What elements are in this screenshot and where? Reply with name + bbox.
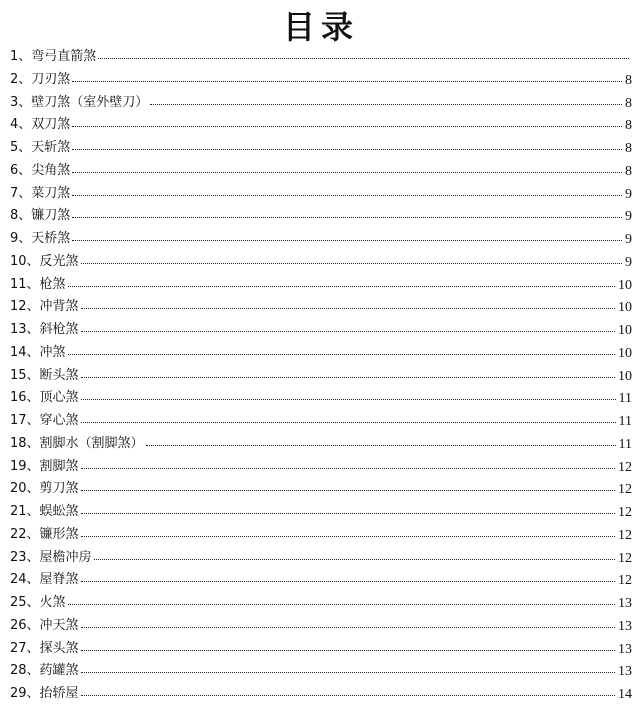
toc-entry-page: 10	[618, 345, 632, 361]
toc-entry-label	[10, 387, 80, 410]
toc-leader-dots	[81, 422, 616, 423]
page-title: 目录	[282, 8, 359, 46]
toc-entry-title: 天斩煞	[31, 140, 71, 155]
toc-entry-page: 8	[625, 163, 632, 179]
toc-leader-dots	[72, 126, 622, 127]
toc-entry-page: 12	[618, 482, 632, 498]
toc-entry-number: 19、	[10, 458, 40, 474]
toc-entry[interactable]	[10, 592, 632, 615]
toc-leader-dots	[68, 604, 615, 605]
toc-entry-page: 9	[625, 209, 632, 225]
toc-entry-label	[10, 524, 80, 547]
toc-entry-title: 斜枪煞	[39, 322, 79, 337]
toc-entry-title: 断头煞	[39, 367, 79, 383]
toc-entry[interactable]	[10, 410, 632, 433]
toc-entry[interactable]	[10, 387, 632, 410]
toc-entry-title: 药罐煞	[39, 663, 79, 679]
toc-leader-dots	[81, 263, 622, 264]
toc-entry-number: 3、	[10, 94, 32, 110]
toc-entry[interactable]	[10, 342, 632, 365]
toc-leader-dots	[81, 513, 615, 514]
toc-leader-dots	[72, 172, 622, 173]
toc-entry-number: 20、	[10, 481, 40, 497]
toc-leader-dots	[72, 217, 622, 218]
toc-entry-label	[10, 251, 80, 274]
toc-entry-page: 12	[618, 527, 632, 543]
toc-leader-dots	[98, 58, 629, 59]
toc-leader-dots	[81, 468, 615, 469]
toc-entry-title: 双刀煞	[31, 117, 71, 133]
toc-entry-page: 11	[618, 436, 632, 452]
toc-entry-title: 菜刀煞	[31, 185, 71, 201]
toc-entry-number: 8、	[10, 208, 32, 224]
toc-entry-page: 12	[618, 573, 632, 589]
toc-entry-number: 29、	[10, 686, 40, 701]
toc-entry-number: 9、	[10, 231, 32, 246]
toc-entry[interactable]	[10, 205, 632, 228]
toc-entry-title: 镰刀煞	[31, 208, 71, 224]
toc-entry-title: 冲煞	[39, 344, 66, 360]
toc-leader-dots	[81, 695, 615, 696]
toc-leader-dots	[81, 377, 615, 378]
toc-entry[interactable]	[10, 296, 632, 319]
toc-entry[interactable]	[10, 615, 632, 638]
toc-entry[interactable]	[10, 114, 632, 137]
toc-entry[interactable]	[10, 319, 632, 342]
toc-entry-page: 8	[625, 72, 632, 88]
toc-entry-label	[10, 501, 80, 524]
toc-entry-number: 11、	[10, 276, 40, 292]
toc-entry-page: 13	[618, 641, 632, 657]
toc-leader-dots	[72, 195, 622, 196]
toc-entry-label	[10, 456, 80, 479]
toc-entry-label	[10, 592, 67, 615]
toc-leader-dots	[68, 354, 615, 355]
toc-leader-dots	[94, 559, 615, 560]
toc-entry-page: 12	[618, 550, 632, 566]
toc-entry[interactable]	[10, 365, 632, 388]
toc-entry-number: 27、	[10, 640, 40, 656]
toc-entry-label	[10, 228, 71, 251]
toc-entry-title: 割脚水（割脚煞）	[39, 435, 144, 451]
toc-entry-title: 屋脊煞	[39, 572, 79, 588]
toc-entry-title: 镰形煞	[39, 526, 79, 542]
toc-entry-number: 17、	[10, 413, 40, 428]
toc-leader-dots	[68, 286, 615, 287]
toc-entry-number: 18、	[10, 435, 40, 451]
toc-entry-number: 28、	[10, 663, 40, 679]
toc-leader-dots	[150, 104, 622, 105]
toc-entry-number: 16、	[10, 390, 40, 406]
toc-entry-label	[10, 46, 97, 69]
toc-leader-dots	[72, 149, 622, 150]
toc-entry-label	[10, 69, 71, 92]
toc-entry[interactable]	[10, 501, 632, 524]
toc-entry[interactable]	[10, 228, 632, 251]
toc-entry[interactable]	[10, 92, 632, 115]
toc-entry-number: 14、	[10, 344, 40, 360]
toc-entry-label	[10, 410, 80, 433]
toc-leader-dots	[81, 536, 615, 537]
toc-entry[interactable]	[10, 160, 632, 183]
toc-entry[interactable]	[10, 433, 632, 456]
toc-entry-label	[10, 660, 80, 683]
toc-entry-label	[10, 569, 80, 592]
toc-entry-number: 15、	[10, 367, 40, 383]
toc-entry-title: 冲背煞	[39, 299, 79, 315]
toc-entry-page: 11	[618, 391, 632, 407]
toc-entry-page: 13	[618, 596, 632, 611]
toc-entry-label	[10, 433, 145, 456]
toc-entry-number: 1、	[10, 49, 32, 64]
toc-entry-title: 弯弓直箭煞	[31, 49, 97, 64]
toc-entry-number: 5、	[10, 140, 32, 155]
toc-entry-page: 13	[618, 618, 632, 634]
toc-entry-number: 12、	[10, 299, 40, 315]
toc-entry-page: 10	[618, 323, 632, 338]
toc-entry-title: 抬轿屋	[39, 686, 79, 701]
toc-entry[interactable]	[10, 638, 632, 661]
toc-entry-page: 8	[625, 141, 632, 156]
toc-entry[interactable]	[10, 274, 632, 297]
toc-entry-title: 反光煞	[39, 253, 79, 269]
toc-entry-label	[10, 274, 67, 297]
toc-entry-label	[10, 547, 93, 570]
toc-entry[interactable]	[10, 251, 632, 274]
toc-entry-number: 4、	[10, 117, 32, 133]
toc-entry-title: 屋檐冲房	[39, 549, 92, 565]
toc-entry-number: 24、	[10, 572, 40, 588]
toc-entry-title: 顶心煞	[39, 390, 79, 406]
toc-entry-number: 2、	[10, 71, 32, 87]
toc-entry-title: 天桥煞	[31, 231, 71, 246]
toc-entry-page: 12	[618, 459, 632, 475]
toc-entry-page: 9	[625, 186, 632, 202]
toc-leader-dots	[81, 308, 615, 309]
toc-entry-page: 8	[625, 118, 632, 134]
toc-entry-page: 13	[618, 664, 632, 680]
toc-entry-title: 蜈蚣煞	[39, 504, 79, 519]
toc-entry-number: 13、	[10, 322, 40, 337]
toc-entry[interactable]	[10, 137, 632, 160]
toc-leader-dots	[81, 672, 615, 673]
toc-entry-page: 10	[618, 277, 632, 293]
toc-leader-dots	[81, 581, 615, 582]
toc-entry-label	[10, 92, 149, 115]
toc-entry-number: 6、	[10, 162, 32, 178]
toc-entry-label	[10, 365, 80, 388]
toc-leader-dots	[72, 240, 622, 241]
toc-entry-title: 壁刀煞（室外壁刀）	[31, 94, 149, 110]
toc-entry-title: 火煞	[39, 595, 66, 610]
toc-entry[interactable]	[10, 456, 632, 479]
toc-entry-page: 12	[618, 505, 632, 520]
toc-entry-page: 11	[618, 414, 632, 429]
toc-entry-label	[10, 683, 80, 706]
toc-entry-number: 21、	[10, 504, 40, 519]
toc-entry-page: 14	[618, 687, 632, 702]
toc-entry-number: 26、	[10, 617, 40, 633]
toc-entry-title: 尖角煞	[31, 162, 71, 178]
toc-leader-dots	[81, 627, 615, 628]
toc-entry-label	[10, 615, 80, 638]
toc-entry-page: 9	[625, 232, 632, 247]
toc-entry[interactable]	[10, 69, 632, 92]
toc-entry-page: 10	[618, 368, 632, 384]
toc-entry-title: 穿心煞	[39, 413, 79, 428]
toc-entry-label	[10, 319, 80, 342]
toc-entry[interactable]	[10, 547, 632, 570]
toc-entry-number: 22、	[10, 526, 40, 542]
toc-entry-number: 23、	[10, 549, 40, 565]
toc-entry-number: 10、	[10, 253, 40, 269]
toc-entry-number: 25、	[10, 595, 40, 610]
toc-entry-page: 9	[625, 254, 632, 270]
toc-entry[interactable]	[10, 660, 632, 683]
toc-entry-title: 刀刃煞	[31, 71, 71, 87]
toc-leader-dots	[72, 81, 622, 82]
toc-entry-title: 冲天煞	[39, 617, 79, 633]
toc-leader-dots	[81, 331, 615, 332]
toc-entry-label	[10, 478, 80, 501]
toc-entry-page: 8	[625, 95, 632, 111]
toc-entry[interactable]	[10, 683, 632, 706]
toc-entry-label	[10, 183, 71, 206]
toc-entry-number: 7、	[10, 185, 32, 201]
toc-entry-label	[10, 137, 71, 160]
toc-entry[interactable]	[10, 478, 632, 501]
toc-entry-title: 剪刀煞	[39, 481, 79, 497]
toc-entry-label	[10, 205, 71, 228]
toc-entry[interactable]	[10, 569, 632, 592]
toc-entry[interactable]	[10, 183, 632, 206]
table-of-contents	[10, 46, 632, 706]
toc-leader-dots	[146, 445, 616, 446]
toc-entry-label	[10, 638, 80, 661]
toc-entry-title: 探头煞	[39, 640, 79, 656]
toc-leader-dots	[81, 399, 616, 400]
toc-entry-label	[10, 342, 67, 365]
toc-entry-title: 割脚煞	[39, 458, 79, 474]
toc-entry-label	[10, 296, 80, 319]
toc-entry-title: 枪煞	[39, 276, 66, 292]
toc-entry-label	[10, 160, 71, 183]
toc-entry-page: 10	[618, 300, 632, 316]
toc-entry-label	[10, 114, 71, 137]
toc-leader-dots	[81, 490, 615, 491]
toc-entry[interactable]	[10, 524, 632, 547]
toc-leader-dots	[81, 650, 615, 651]
toc-entry[interactable]	[10, 46, 632, 69]
